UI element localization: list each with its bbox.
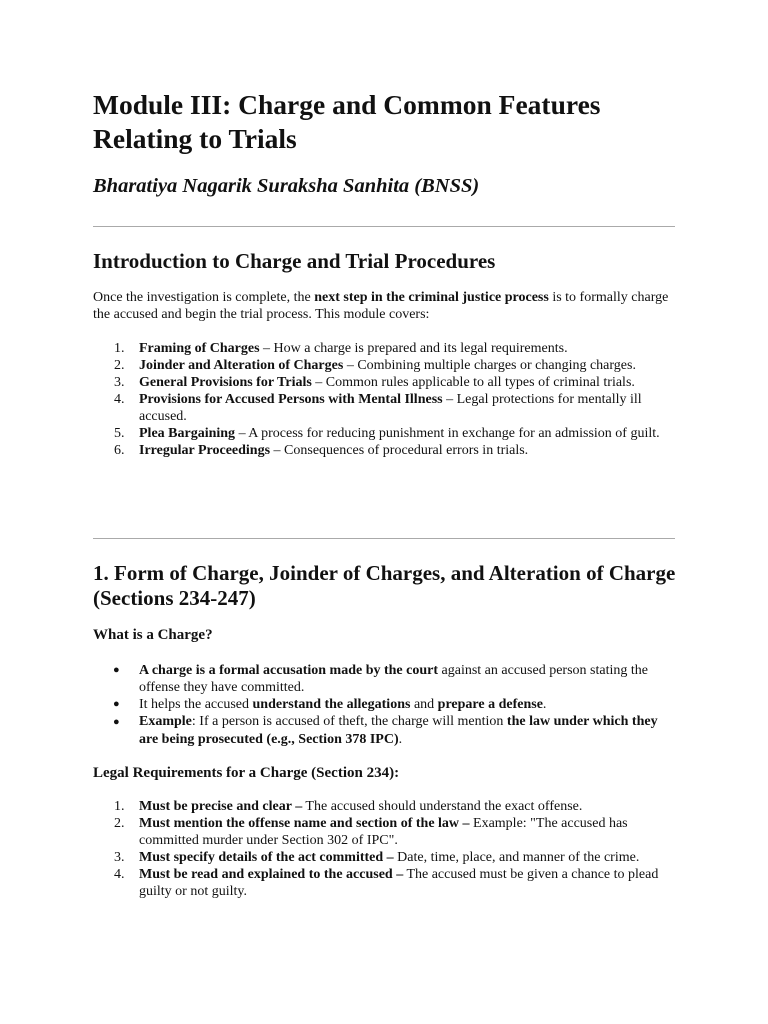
item-text: – Consequences of procedural errors in trials. [270, 443, 529, 458]
list-number: 1. [114, 799, 125, 814]
list-number: 3. [114, 375, 125, 390]
intro-heading: Introduction to Charge and Trial Procedures [93, 249, 496, 273]
item-text: It helps the accused [139, 697, 253, 712]
list-number: 1. [114, 341, 125, 356]
item-text: – How a charge is prepared and its legal requirements. [259, 341, 568, 356]
requirements-list [93, 798, 675, 900]
intro-bold-text: next step in the criminal justice process [314, 290, 549, 305]
list-number: 4. [114, 867, 125, 882]
item-bold: Irregular Proceedings [139, 443, 271, 458]
item-text: and [410, 697, 438, 712]
item-text: The accused must be given a chance to plead guilty or not guilty. [139, 867, 659, 899]
item-bold: Must be read and explained to the accused – [139, 867, 404, 882]
bullet-icon: ● [113, 716, 120, 728]
list-item [93, 866, 675, 900]
module-topics-list [93, 340, 675, 459]
item-text: : If a person is accused of theft, the charge will mention [191, 714, 507, 729]
item-text: . [542, 697, 547, 712]
list-number: 3. [114, 850, 125, 865]
section1-heading: 1. Form of Charge, Joinder of Charges, and Alteration of Charge (Sections 234-247) [93, 561, 676, 610]
page-subtitle: Bharatiya Nagarik Suraksha Sanhita (BNSS) [93, 175, 480, 197]
divider [93, 538, 675, 539]
legal-requirements-heading: Legal Requirements for a Charge (Section 234): [93, 765, 400, 781]
item-text: . [398, 732, 403, 747]
list-item [93, 374, 675, 391]
item-bold: the law under which they are being prosecuted (e.g., Section 378 IPC) [139, 714, 658, 747]
item-bold: General Provisions for Trials [139, 375, 312, 390]
list-item [93, 849, 675, 866]
item-text: The accused should understand the exact offense. [302, 799, 583, 814]
list-item [93, 713, 675, 749]
list-item [93, 815, 675, 849]
list-item [93, 391, 675, 425]
list-item [93, 798, 675, 815]
charge-definition-list [93, 662, 675, 749]
item-bold: Example [139, 714, 192, 729]
what-is-charge-heading: What is a Charge? [93, 627, 213, 643]
list-item [93, 340, 675, 357]
item-bold: Must be precise and clear – [139, 799, 303, 814]
item-bold: Joinder and Alteration of Charges [139, 358, 344, 373]
list-item [93, 357, 675, 374]
list-item [93, 662, 675, 696]
list-number: 5. [114, 426, 125, 441]
list-number: 2. [114, 816, 125, 831]
list-number: 4. [114, 392, 125, 407]
item-bold: A charge is a formal accusation made by the court [139, 663, 439, 678]
item-text: against an accused person stating the offense they have committed. [139, 663, 648, 695]
item-bold: prepare a defense [437, 697, 543, 712]
divider [93, 226, 675, 227]
item-bold: understand the allegations [252, 697, 411, 712]
item-text: – Legal protections for mentally ill accused. [139, 392, 642, 424]
intro-text: Once the investigation is complete, the [93, 290, 315, 305]
item-bold: Provisions for Accused Persons with Mental Illness [139, 392, 443, 407]
bullet-icon: ● [113, 664, 120, 676]
list-item [93, 442, 675, 459]
intro-paragraph [93, 289, 675, 323]
intro-text: is to formally charge the accused and begin the trial process. This module covers: [93, 290, 669, 322]
list-number: 2. [114, 358, 125, 373]
page-title: Module III: Charge and Common Features Relating to Trials [93, 89, 601, 154]
item-text: – Combining multiple charges or changing charges. [343, 358, 636, 373]
item-text: – A process for reducing punishment in exchange for an admission of guilt. [235, 426, 660, 441]
item-text: Date, time, place, and manner of the crime. [393, 850, 640, 865]
list-number: 6. [114, 443, 125, 458]
bullet-icon: ● [113, 698, 120, 710]
item-bold: Must specify details of the act committed – [139, 850, 394, 865]
list-item [93, 696, 675, 713]
item-text: – Common rules applicable to all types of criminal trials. [311, 375, 635, 390]
item-text: Example: "The accused has committed murder under Section 302 of IPC". [139, 816, 628, 848]
item-bold: Plea Bargaining [139, 426, 236, 441]
item-bold: Must mention the offense name and section of the law – [139, 816, 470, 831]
list-item [93, 425, 675, 442]
item-bold: Framing of Charges [139, 341, 260, 356]
